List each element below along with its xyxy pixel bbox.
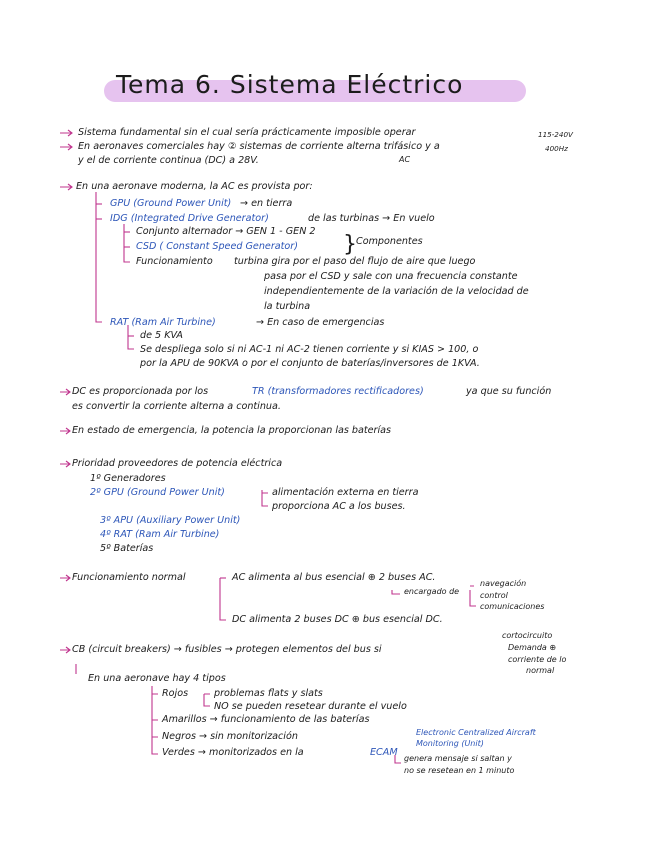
intro-frequency: 400Hz <box>545 144 568 153</box>
cb-heading: CB (circuit breakers) → fusibles → protegen elementos del bus si <box>72 644 382 655</box>
cb-ecam: ECAM <box>370 747 398 758</box>
function-line-3: independientemente de la variación de la velocidad de <box>264 286 529 297</box>
cb-demand: Demanda ⊕ <box>508 643 557 652</box>
priority-2-b: proporciona AC a los buses. <box>272 501 406 512</box>
function-line-4: la turbina <box>264 301 311 312</box>
idg-label: IDG (Integrated Drive Generator) <box>110 213 269 224</box>
page-title: Tema 6. Sistema Eléctrico <box>116 70 464 99</box>
priority-2-a: alimentación externa en tierra <box>272 487 419 498</box>
normal-dc: DC alimenta 2 buses DC ⊕ bus esencial DC. <box>232 614 443 625</box>
cb-green: Verdes → monitorizados en la <box>162 747 304 758</box>
priority-2: 2º GPU (Ground Power Unit) <box>90 487 225 498</box>
cb-ecam-full-2: Monitoring (Unit) <box>416 739 484 748</box>
cb-red-b: NO se pueden resetear durante el vuelo <box>214 701 407 712</box>
cb-yellow: Amarillos → funcionamiento de las baterías <box>162 714 370 725</box>
priority-3: 3º APU (Auxiliary Power Unit) <box>100 515 241 526</box>
dc-line-1a: DC es proporcionada por los <box>72 386 209 397</box>
priority-heading: Prioridad proveedores de potencia eléctrica <box>72 458 283 469</box>
cb-red-a: problemas flats y slats <box>214 688 323 699</box>
normal-comms: comunicaciones <box>480 602 545 611</box>
csd-item: CSD ( Constant Speed Generator) <box>136 241 298 252</box>
function-line-2: pasa por el CSD y sale con una frecuencia constante <box>264 271 518 282</box>
cb-ecam-msg-1: genera mensaje si saltan y <box>404 754 512 763</box>
cb-ecam-full-1: Electronic Centralized Aircraft <box>416 728 536 737</box>
cb-current: corriente de lo <box>508 655 567 664</box>
normal-ac: AC alimenta al bus esencial ⊕ 2 buses AC. <box>232 572 436 583</box>
function-label: Funcionamiento <box>136 256 213 267</box>
components-label: Componentes <box>356 236 423 247</box>
function-line-1: turbina gira por el paso del flujo de aire que luego <box>234 256 476 267</box>
intro-line-1: Sistema fundamental sin el cual sería prácticamente imposible operar <box>78 127 416 138</box>
intro-ac-label: AC <box>399 155 411 164</box>
idg-detail: de las turbinas → En vuelo <box>308 213 435 224</box>
intro-voltage: 115-240V <box>538 130 573 139</box>
normal-control: control <box>480 591 508 600</box>
rat-deploy-2: por la APU de 90KVA o por el conjunto de baterías/inversores de 1KVA. <box>140 358 480 369</box>
normal-ac-sub: encargado de <box>404 587 460 596</box>
brace-icon: } <box>343 232 357 257</box>
priority-4: 4º RAT (Ram Air Turbine) <box>100 529 220 540</box>
rat-detail: → En caso de emergencias <box>256 317 385 328</box>
dc-line-1b: ya que su función <box>466 386 552 397</box>
dc-line-2: es convertir la corriente alterna a continua. <box>72 401 281 412</box>
intro-line-2: En aeronaves comerciales hay ② sistemas de corriente alterna trifásico y a <box>78 141 440 152</box>
cb-ecam-msg-2: no se resetean en 1 minuto <box>404 766 515 775</box>
rat-power: de 5 KVA <box>140 330 183 341</box>
rat-label: RAT (Ram Air Turbine) <box>110 317 216 328</box>
cb-red: Rojos <box>162 688 189 699</box>
ac-source-heading: En una aeronave moderna, la AC es provista por: <box>76 181 313 192</box>
cb-types: En una aeronave hay 4 tipos <box>88 673 226 684</box>
gpu-label: GPU (Ground Power Unit) <box>110 198 232 209</box>
intro-line-3: y el de corriente continua (DC) a 28V. <box>78 155 259 166</box>
alternator-item: Conjunto alternador → GEN 1 - GEN 2 <box>136 226 316 237</box>
dc-tr-label: TR (transformadores rectificadores) <box>252 386 424 397</box>
normal-nav: navegación <box>480 579 527 588</box>
normal-heading: Funcionamiento normal <box>72 572 186 583</box>
rat-deploy-1: Se despliega solo si ni AC-1 ni AC-2 tienen corriente y si KIAS > 100, o <box>140 344 479 355</box>
cb-black: Negros → sin monitorización <box>162 731 298 742</box>
cb-normal: normal <box>526 666 555 675</box>
priority-1: 1º Generadores <box>90 473 166 484</box>
gpu-detail: → en tierra <box>240 198 293 209</box>
cb-short: cortocircuito <box>502 631 553 640</box>
emergency-text: En estado de emergencia, la potencia la proporcionan las baterías <box>72 425 392 436</box>
priority-5: 5º Baterías <box>100 543 154 554</box>
